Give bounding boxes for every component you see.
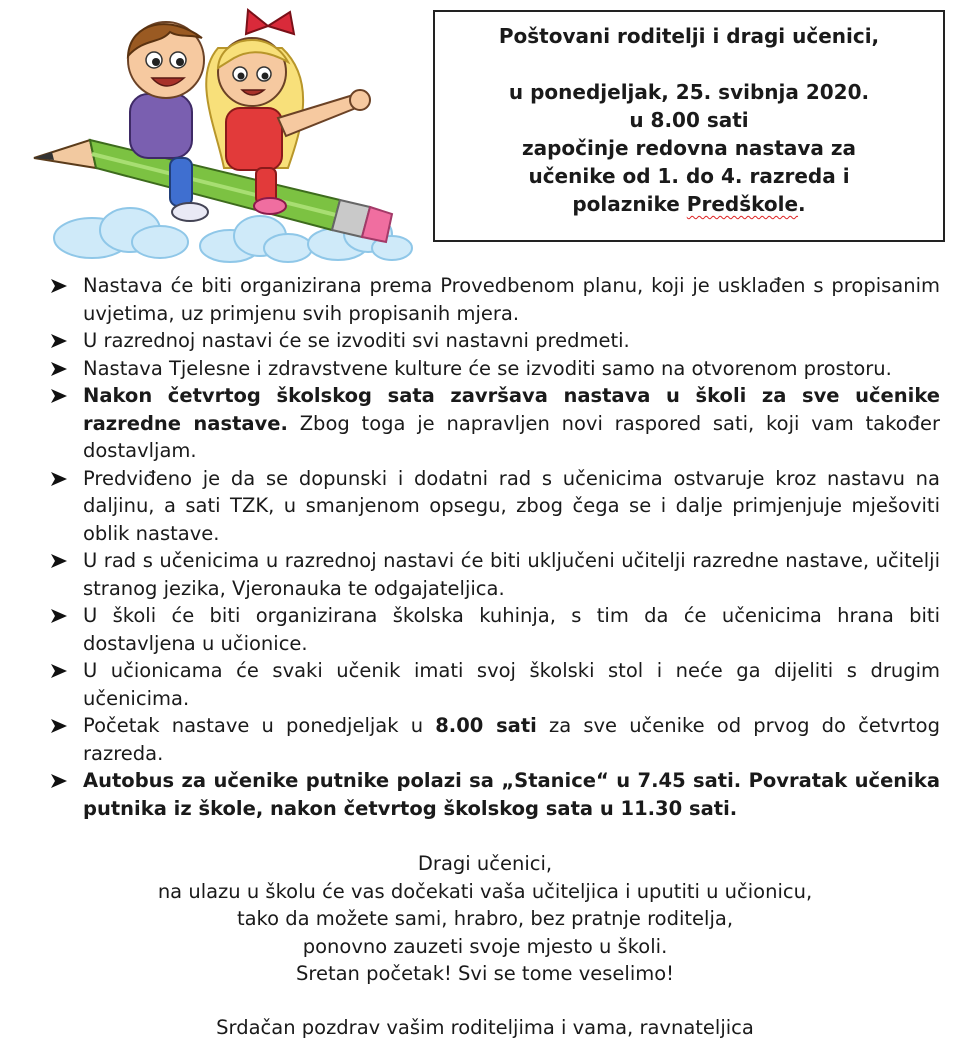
notice-line-5: učenike od 1. do 4. razreda i bbox=[528, 164, 850, 188]
notice-date: u ponedjeljak, 25. svibnja 2020. bbox=[508, 80, 870, 104]
arrow-bullet-icon bbox=[50, 608, 68, 624]
arrow-bullet-icon bbox=[50, 388, 68, 404]
cloud-left bbox=[54, 208, 188, 258]
arrow-bullet-icon bbox=[50, 333, 68, 349]
arrow-bullet-icon bbox=[50, 278, 68, 294]
closing-line-2: na ulazu u školu će vas dočekati vaša učiteljica i uputiti u učionicu, bbox=[157, 879, 813, 903]
list-item: U školi će biti organizirana školska kuhinja, s tim da će učenicima hrana biti dostavljena u učionice. bbox=[50, 602, 940, 657]
list-item: U rad s učenicima u razrednoj nastavi će biti uključeni učitelji razredne nastave, učitelji stranog jezika, Vjeronauka te odgajateljica. bbox=[50, 547, 940, 602]
notice-time: u 8.00 sati bbox=[629, 108, 749, 132]
notice-line-6: polaznike Predškole. bbox=[572, 192, 806, 216]
information-list bbox=[50, 272, 940, 822]
list-item: Nakon četvrtog školskog sata završava nastava u školi za sve učenike razredne nastave. Zbog toga je napravljen novi raspored sati, koji vam također dostavljam. bbox=[50, 382, 940, 465]
list-item: Predviđeno je da se dopunski i dodatni rad s učenicima ostvaruje kroz nastavu na daljinu, a sati TZK, u smanjenom opsegu, zbog čega se i dalje primjenjuje mješoviti oblik nastave. bbox=[50, 465, 940, 548]
list-item: U razrednoj nastavi će se izvoditi svi nastavni predmeti. bbox=[50, 327, 940, 355]
closing-line-1: Dragi učenici, bbox=[417, 852, 553, 875]
closing-line-4: ponovno zauzeti svoje mjesto u školi. bbox=[302, 934, 668, 958]
arrow-bullet-icon bbox=[50, 471, 68, 487]
arrow-bullet-icon bbox=[50, 773, 68, 789]
children-on-pencil-illustration bbox=[20, 8, 420, 270]
list-item: Autobus za učenike putnike polazi sa „Stanice“ u 7.45 sati. Povratak učenika putnika iz škole, nakon četvrtog školskog sata u 11.30 sati. bbox=[50, 767, 940, 822]
notice-box bbox=[433, 10, 945, 242]
list-item: Nastava Tjelesne i zdravstvene kulture će se izvoditi samo na otvorenom prostoru. bbox=[50, 355, 940, 383]
arrow-bullet-icon bbox=[50, 361, 68, 377]
arrow-bullet-icon bbox=[50, 718, 68, 734]
predskole-word: Predškole bbox=[686, 192, 799, 216]
closing-message bbox=[40, 850, 930, 1041]
list-item: Nastava će biti organizirana prema Provedbenom planu, koji je usklađen s propisanim uvjetima, uz primjenu svih propisanih mjera. bbox=[50, 272, 940, 327]
list-item: U učionicama će svaki učenik imati svoj školski stol i neće ga dijeliti s drugim učenicima. bbox=[50, 657, 940, 712]
arrow-bullet-icon bbox=[50, 553, 68, 569]
notice-line-4: započinje redovna nastava za bbox=[521, 136, 857, 160]
notice-greeting: Poštovani roditelji i dragi učenici, bbox=[498, 24, 880, 48]
cloud-middle bbox=[200, 216, 312, 262]
list-item: Početak nastave u ponedjeljak u 8.00 sati za sve učenike od prvog do četvrtog razreda. bbox=[50, 712, 940, 767]
closing-line-5: Sretan početak! Svi se tome veselimo! bbox=[296, 962, 674, 985]
closing-line-3: tako da možete sami, hrabro, bez pratnje roditelja, bbox=[236, 907, 734, 930]
signature: Srdačan pozdrav vašim roditeljima i vama, ravnateljica bbox=[216, 1015, 754, 1039]
arrow-bullet-icon bbox=[50, 663, 68, 679]
